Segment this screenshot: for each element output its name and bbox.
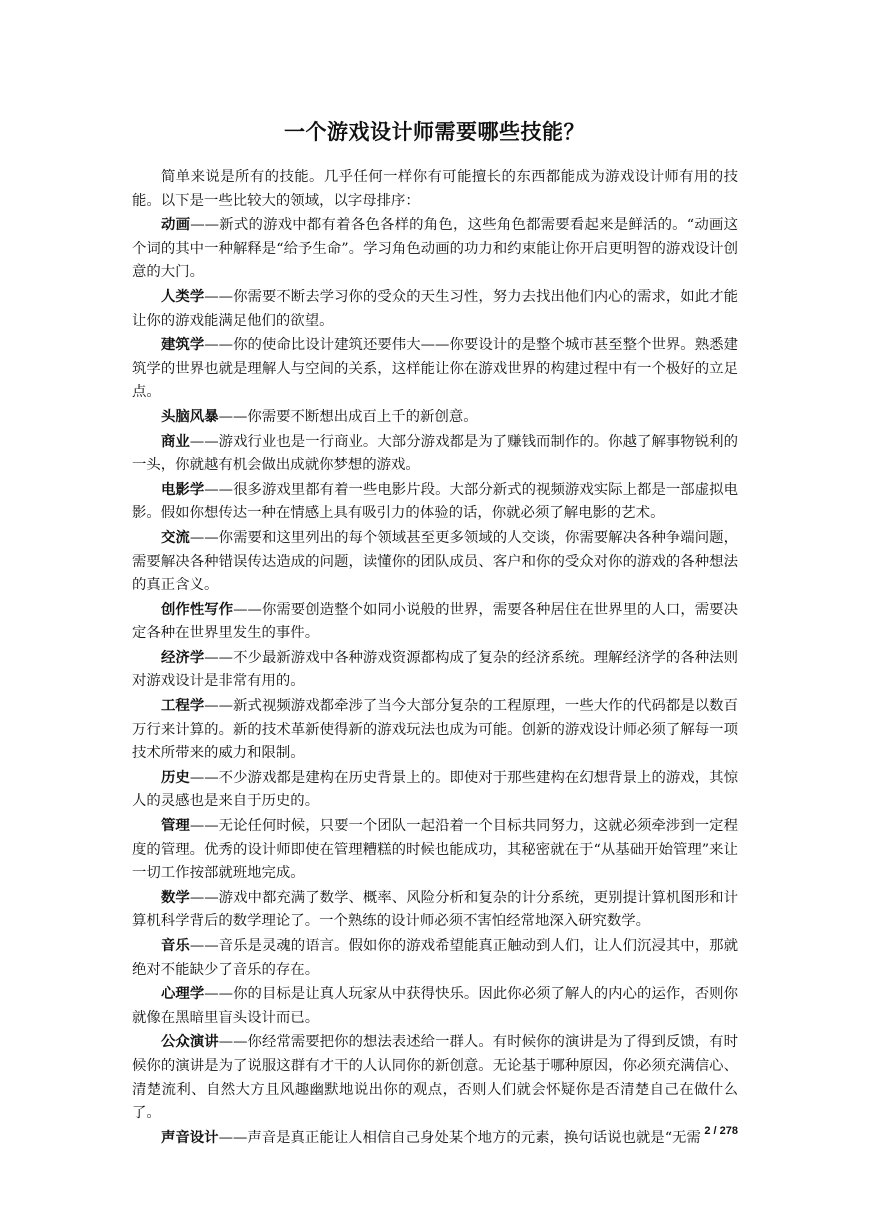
skill-paragraph-sound-design — [132, 1126, 738, 1151]
skill-term: 历史 — [161, 768, 190, 786]
skill-term: 电影学 — [161, 480, 205, 498]
document-body — [132, 166, 738, 1150]
skill-paragraph-brainstorming — [132, 405, 738, 430]
skill-term: 管理 — [161, 817, 190, 835]
skill-term: 头脑风暴 — [161, 407, 219, 425]
page-number: 2 / 278 — [704, 1125, 738, 1137]
skill-paragraph-management — [132, 814, 738, 886]
skill-description: ——游戏中都充满了数学、概率、风险分析和复杂的计分系统，更别提计算机图形和计算机科学背后的数学理论了。一个熟练的设计师必须不害怕经常地深入研究数学。 — [132, 889, 738, 930]
skill-term: 商业 — [161, 432, 190, 450]
intro-paragraph: 简单来说是所有的技能。几乎任何一样你有可能擅长的东西都能成为游戏设计师有用的技能。以下是一些比较大的领域，以字母排序： — [132, 169, 738, 209]
skill-term: 公众演讲 — [161, 1033, 219, 1051]
skill-paragraph-mathematics — [132, 886, 738, 934]
skill-paragraph-engineering — [132, 694, 738, 766]
skill-term: 建筑学 — [161, 336, 205, 354]
skill-term: 心理学 — [161, 985, 205, 1003]
skill-term: 声音设计 — [161, 1128, 219, 1146]
skill-term: 数学 — [161, 888, 190, 906]
skill-description: ——游戏行业也是一行商业。大部分游戏都是为了赚钱而制作的。你越了解事物锐利的一头，你就越有机会做出成就你梦想的游戏。 — [132, 433, 738, 474]
skill-term: 动画 — [161, 216, 191, 234]
skill-paragraph-architecture — [132, 333, 738, 405]
skill-paragraph-music — [132, 934, 738, 982]
skill-paragraph-communication — [132, 526, 738, 598]
skill-paragraph-animation — [132, 213, 738, 285]
skill-paragraph-history — [132, 766, 738, 814]
skill-description: ——你需要和这里列出的每个领域甚至更多领域的人交谈，你需要解决各种争端问题，需要解决各种错误传达造成的问题，读懂你的团队成员、客户和你的受众对你的游戏的各种想法的真正含义。 — [132, 529, 738, 594]
skill-paragraph-psychology — [132, 982, 738, 1030]
skill-description: ——新式的游戏中都有着各色各样的角色，这些角色都需要看起来是鲜活的。“动画这个词的其中一种解释是“给予生命”。学习角色动画的功力和约束能让你开启更明智的游戏设计创意的大门。 — [132, 217, 738, 281]
skill-description: ——你需要不断去学习你的受众的天生习性，努力去找出他们内心的需求，如此才能让你的游戏能满足他们的欲望。 — [132, 288, 738, 329]
skill-description: ——无论任何时候，只要一个团队一起沿着一个目标共同努力，这就必须牵涉到一定程度的管理。优秀的设计师即使在管理糟糕的时候也能成功，其秘密就在于“从基础开始管理”来让一切工作按部就班地完成。 — [132, 818, 738, 882]
skill-term: 交流 — [161, 528, 190, 546]
skill-description: ——声音是真正能让人相信自己身处某个地方的元素，换句话说也就是“无需 — [218, 1129, 701, 1146]
skill-term: 创作性写作 — [161, 600, 234, 618]
skill-description: ——不少游戏都是建构在历史背景上的。即使对于那些建构在幻想背景上的游戏，其惊人的灵感也是来自于历史的。 — [132, 769, 738, 810]
skill-paragraph-business — [132, 430, 738, 478]
skill-description: ——很多游戏里都有着一些电影片段。大部分新式的视频游戏实际上都是一部虚拟电影。假如你想传达一种在情感上具有吸引力的体验的话，你就必须了解电影的艺术。 — [132, 481, 738, 522]
skill-paragraph-anthropology — [132, 285, 738, 333]
skill-term: 音乐 — [161, 937, 190, 954]
skill-description: ——你的目标是让真人玩家从中获得快乐。因此你必须了解人的内心的运作，否则你就像在黑暗里盲头设计而已。 — [132, 986, 738, 1026]
skill-description: ——你经常需要把你的想法表述给一群人。有时候你的演讲是为了得到反馈，有时候你的演讲是为了说服这群有才干的人认同你的新创意。无论基于哪种原因，你必须充满信心、清楚流利、自然大方且风趣幽默地说出你的观点，否则人们就会怀疑你是否清楚自己在做什么了。 — [132, 1034, 738, 1122]
skill-paragraph-cinematography — [132, 478, 738, 526]
skill-description: ——你需要创造整个如同小说般的世界，需要各种居住在世界里的人口，需要决定各种在世界里发生的事件。 — [132, 601, 738, 642]
skill-description: ——你的使命比设计建筑还要伟大——你要设计的是整个城市甚至整个世界。熟悉建筑学的世界也就是理解人与空间的关系，这样能让你在游戏世界的构建过程中有一个极好的立足点。 — [132, 337, 738, 401]
skill-description: ——你需要不断想出成百上千的新创意。 — [218, 408, 478, 425]
skill-paragraph-public-speaking — [132, 1030, 738, 1125]
skill-term: 经济学 — [161, 648, 205, 666]
skill-description: ——不少最新游戏中各种游戏资源都构成了复杂的经济系统。理解经济学的各种法则对游戏设计是非常有用的。 — [132, 649, 738, 690]
skill-description: ——新式视频游戏都牵涉了当今大部分复杂的工程原理，一些大作的代码都是以数百万行来计算的。新的技术革新使得新的游戏玩法也成为可能。创新的游戏设计师必须了解每一项技术所带来的威力和限制。 — [132, 698, 738, 762]
skill-paragraph-creative-writing — [132, 598, 738, 646]
skill-paragraph-economics — [132, 646, 738, 694]
skill-description: ——音乐是灵魂的语言。假如你的游戏希望能真正触动到人们，让人们沉浸其中，那就绝对不能缺少了音乐的存在。 — [132, 938, 738, 978]
page-title: 一个游戏设计师需要哪些技能？ — [284, 119, 585, 144]
skill-term: 人类学 — [161, 287, 205, 305]
skill-term: 工程学 — [161, 697, 205, 715]
